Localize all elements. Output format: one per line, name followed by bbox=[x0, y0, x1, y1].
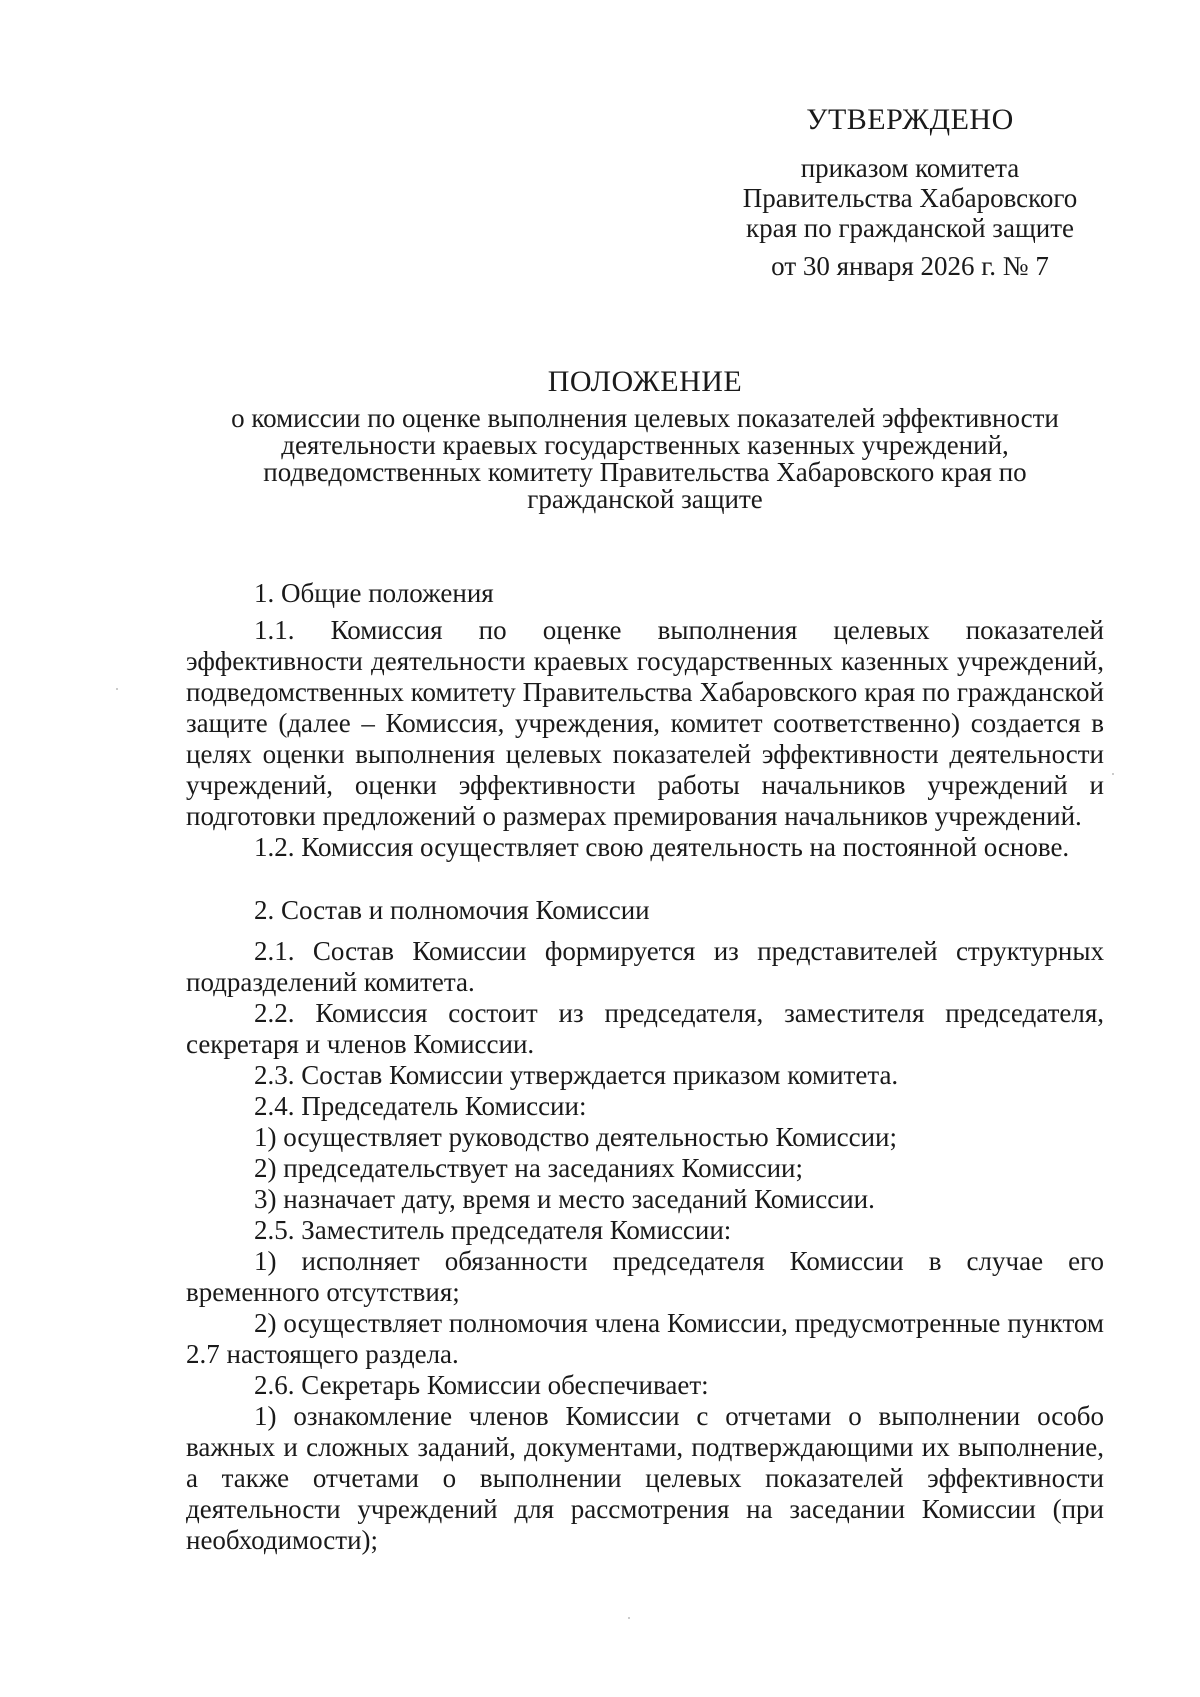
scan-speck bbox=[116, 688, 118, 690]
list-item-2-5-1: 1) исполняет обязанности председателя Комиссии в случае его временного отсутствия; bbox=[186, 1246, 1104, 1307]
document-subtitle-line: о комиссии по оценке выполнения целевых показателей эффективности bbox=[231, 403, 1059, 433]
paragraph-2-6: 2.6. Секретарь Комиссии обеспечивает: bbox=[254, 1370, 709, 1400]
section-heading-composition: 2. Состав и полномочия Комиссии bbox=[254, 895, 650, 925]
paragraph-1-2: 1.2. Комиссия осуществляет свою деятельность на постоянной основе. bbox=[254, 832, 1070, 862]
list-item-2-6-1: 1) ознакомление членов Комиссии с отчетами о выполнении особо важных и сложных заданий, документами, подтверждающими их выполнение, а также отчетами о выполнении целевых показателей эффективности деятельности учреждений для рассмотрения на заседании Комиссии (при необходимости); bbox=[186, 1401, 1104, 1555]
list-item-2-4-1: 1) осуществляет руководство деятельностью Комиссии; bbox=[254, 1122, 898, 1152]
document-body bbox=[186, 578, 1104, 1556]
paragraph-2-4: 2.4. Председатель Комиссии: bbox=[254, 1091, 587, 1121]
approval-line-3: края по гражданской защите bbox=[746, 213, 1074, 243]
scan-speck bbox=[628, 1617, 630, 1619]
approval-line-1: приказом комитета bbox=[800, 153, 1020, 183]
list-item-2-4-3: 3) назначает дату, время и место заседаний Комиссии. bbox=[254, 1184, 875, 1214]
paragraph-2-5: 2.5. Заместитель председателя Комиссии: bbox=[254, 1215, 732, 1245]
list-item-2-4-2: 2) председательствует на заседаниях Комиссии; bbox=[254, 1153, 803, 1183]
document-subtitle-line: гражданской защите bbox=[527, 484, 763, 514]
approval-block bbox=[720, 105, 1100, 281]
paragraph-2-3: 2.3. Состав Комиссии утверждается приказом комитета. bbox=[254, 1060, 899, 1090]
document-subtitle-line: деятельности краевых государственных казенных учреждений, bbox=[281, 430, 1009, 460]
list-item-2-5-2: 2) осуществляет полномочия члена Комиссии, предусмотренные пунктом 2.7 настоящего раздела. bbox=[186, 1308, 1104, 1369]
scan-speck bbox=[1112, 773, 1114, 775]
paragraph-2-1: 2.1. Состав Комиссии формируется из представителей структурных подразделений комитета. bbox=[186, 936, 1104, 997]
section-heading-general: 1. Общие положения bbox=[254, 578, 494, 608]
document-title-block bbox=[180, 365, 1110, 514]
approval-line-2: Правительства Хабаровского bbox=[742, 183, 1078, 213]
section-gap bbox=[186, 863, 1104, 895]
document-title: ПОЛОЖЕНИЕ bbox=[547, 365, 743, 398]
document-subtitle-line: подведомственных комитету Правительства Хабаровского края по bbox=[263, 457, 1027, 487]
paragraph-1-1: 1.1. Комиссия по оценке выполнения целевых показателей эффективности деятельности краевых государственных казенных учреждений, подведомственных комитету Правительства Хабаровского края по гражданской защите (далее – Комиссия, учреждения, комитет соответственно) создается в целях оценки выполнения целевых показателей эффективности деятельности учреждений, оценки эффективности работы начальников учреждений и подготовки предложений о размерах премирования начальников учреждений. bbox=[186, 615, 1104, 831]
paragraph-2-2: 2.2. Комиссия состоит из председателя, заместителя председателя, секретаря и членов Комиссии. bbox=[186, 998, 1104, 1059]
approval-date: от 30 января 2026 г. № 7 bbox=[771, 251, 1049, 281]
approval-title: УТВЕРЖДЕНО bbox=[806, 103, 1014, 136]
